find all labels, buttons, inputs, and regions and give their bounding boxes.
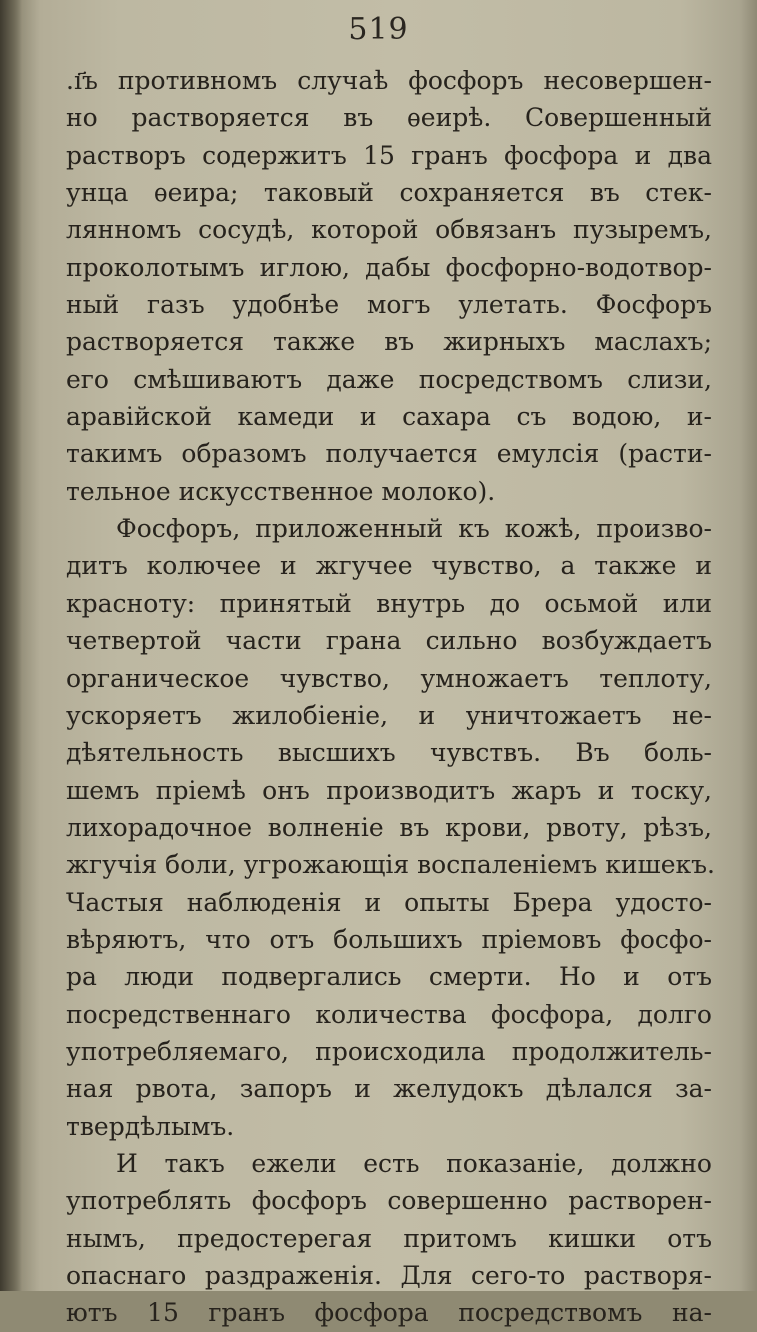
text-line: ный газъ удобнѣе могъ улетать. Фосфоръ: [66, 290, 712, 320]
text-line: дѣятельность высшихъ чувствъ. Въ боль-: [66, 738, 712, 768]
text-line: твердѣлымъ.: [66, 1111, 235, 1141]
page-number: 519: [348, 12, 409, 47]
text-line: красноту: принятый внутрь до осьмой или: [66, 588, 712, 618]
text-line: вѣряютъ, что отъ большихъ пріемовъ фосфо-: [66, 924, 712, 954]
text-line: унца ѳеира; таковый сохраняется въ стек-: [66, 178, 712, 208]
text-line: употребляемаго, происходила продолжитель-: [66, 1036, 712, 1066]
text-line: Фосфоръ, приложенный къ кожѣ, произво-: [116, 514, 712, 544]
text-line: ная рвота, запоръ и желудокъ дѣлался за-: [66, 1074, 712, 1104]
text-line: растворяется также въ жирныхъ маслахъ;: [66, 327, 712, 357]
text-line: его смѣшиваютъ даже посредствомъ слизи,: [66, 364, 712, 394]
text-line: жгучія боли, угрожающія воспаленіемъ кишекъ.: [66, 850, 715, 880]
text-line: растворъ содержитъ 15 гранъ фосфора и два: [66, 140, 712, 170]
text-line: И такъ ежели есть показаніе, должно: [116, 1148, 712, 1178]
text-line: органическое чувство, умножаетъ теплоту,: [66, 663, 712, 693]
text-line: четвертой части грана сильно возбуждаетъ: [66, 626, 712, 656]
text-line: .ı҃ъ противномъ случаѣ фосфоръ несовершен-: [66, 66, 712, 95]
text-line: лянномъ сосудѣ, которой обвязанъ пузыремъ,: [66, 215, 712, 245]
text-line: опаснаго раздраженія. Для сего-то растворя-: [66, 1261, 712, 1290]
binding-gutter: [0, 0, 22, 1291]
text-line: проколотымъ иглою, дабы фосфорно-водотвор-: [66, 252, 712, 282]
text-line: шемъ пріемѣ онъ производитъ жаръ и тоску,: [66, 775, 712, 805]
text-line: лихорадочное волненіе въ крови, рвоту, рѣзъ,: [66, 812, 712, 842]
text-line: тельное искусственное молоко).: [66, 476, 496, 506]
text-line: ра люди подвергались смерти. Но и отъ: [66, 962, 712, 992]
text-line: нымъ, предостерегая притомъ кишки отъ: [66, 1223, 712, 1253]
text-line: Частыя наблюденія и опыты Брера удосто-: [66, 887, 712, 917]
text-line: но растворяется въ ѳеирѣ. Совершенный: [66, 103, 712, 133]
text-line: посредственнаго количества фосфора, долго: [66, 999, 712, 1029]
text-line: ютъ 15 гранъ фосфора посредствомъ на-: [66, 1298, 712, 1328]
text-line: дитъ колючее и жгучее чувство, а также и: [66, 551, 712, 581]
text-line: такимъ образомъ получается емулсія (расти-: [66, 439, 712, 469]
text-line: употреблять фосфоръ совершенно растворен-: [66, 1186, 712, 1216]
text-line: ускоряетъ жилобіеніе, и уничтожаетъ не-: [66, 700, 712, 730]
body-text: [66, 62, 715, 1332]
text-line: аравійской камеди и сахара съ водою, и-: [66, 402, 712, 432]
